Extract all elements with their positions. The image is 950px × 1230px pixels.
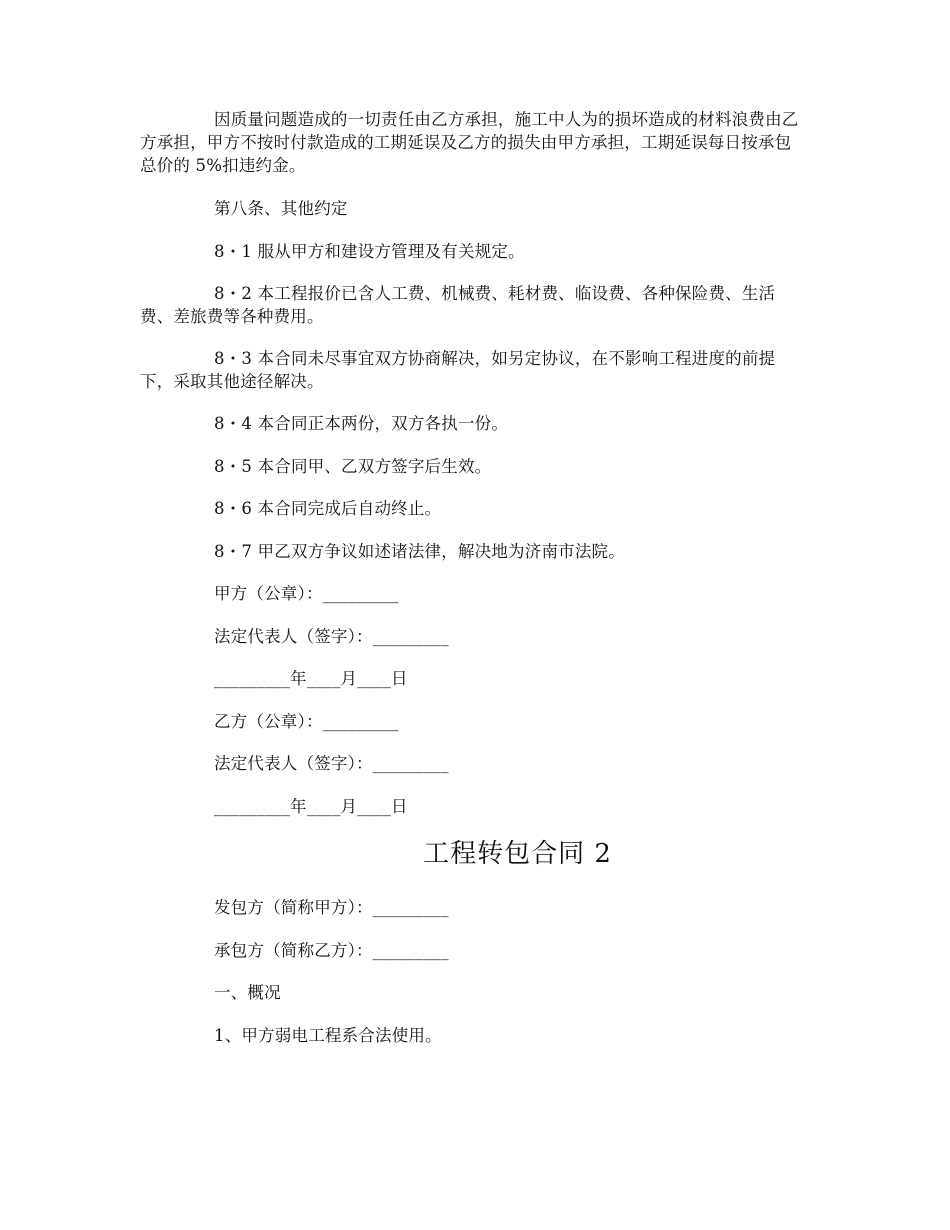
clause-8-4: 8・4 本合同正本两份，双方各执一份。 xyxy=(214,414,509,433)
contractor-b-field: 承包方（简称乙方）：_________ xyxy=(214,940,449,960)
intro-paragraph: 因质量问题造成的一切责任由乙方承担，施工中人为的损坏造成的材料浪费由乙方承担，甲方不按时付款造成的工期延误及乙方的损失由甲方承担，工期延误每日按承包总价的 5%扣违约金。 xyxy=(140,110,799,175)
party-b-date-field: _________年____月____日 xyxy=(214,796,408,816)
clause-8-7: 8・7 甲乙双方争议如述诸法律，解决地为济南市法院。 xyxy=(214,541,625,561)
article8-heading: 第八条、其他约定 xyxy=(214,199,348,218)
clause-8-3: 8・3 本合同未尽事宜双方协商解决，如另定协议，在不影响工程进度的前提下，采取其他途径解决。 xyxy=(140,349,776,391)
party-a-representative-field: 法定代表人（签字）：_________ xyxy=(214,626,449,646)
contractor-a-field: 发包方（简称甲方）：_________ xyxy=(214,898,449,917)
clause-8-1: 8・1 服从甲方和建设方管理及有关规定。 xyxy=(214,241,525,261)
party-b-representative-field: 法定代表人（签字）：_________ xyxy=(214,754,449,773)
clause-8-5: 8・5 本合同甲、乙双方签字后生效。 xyxy=(214,456,492,476)
party-a-seal-field: 甲方（公章）：_________ xyxy=(214,584,399,603)
contract-title: 工程转包合同 2 xyxy=(423,839,612,869)
party-b-seal-field: 乙方（公章）：_________ xyxy=(214,711,399,731)
clause-8-6: 8・6 本合同完成后自动终止。 xyxy=(214,499,442,518)
section1-item1: 1、甲方弱电工程系合法使用。 xyxy=(214,1025,442,1045)
section1-heading: 一、概况 xyxy=(214,983,281,1002)
document-body xyxy=(140,108,805,1066)
clause-8-2: 8・2 本工程报价已含人工费、机械费、耗材费、临设费、各种保险费、生活费、差旅费等各种费用。 xyxy=(140,284,776,326)
party-a-date-field: _________年____月____日 xyxy=(214,669,408,688)
